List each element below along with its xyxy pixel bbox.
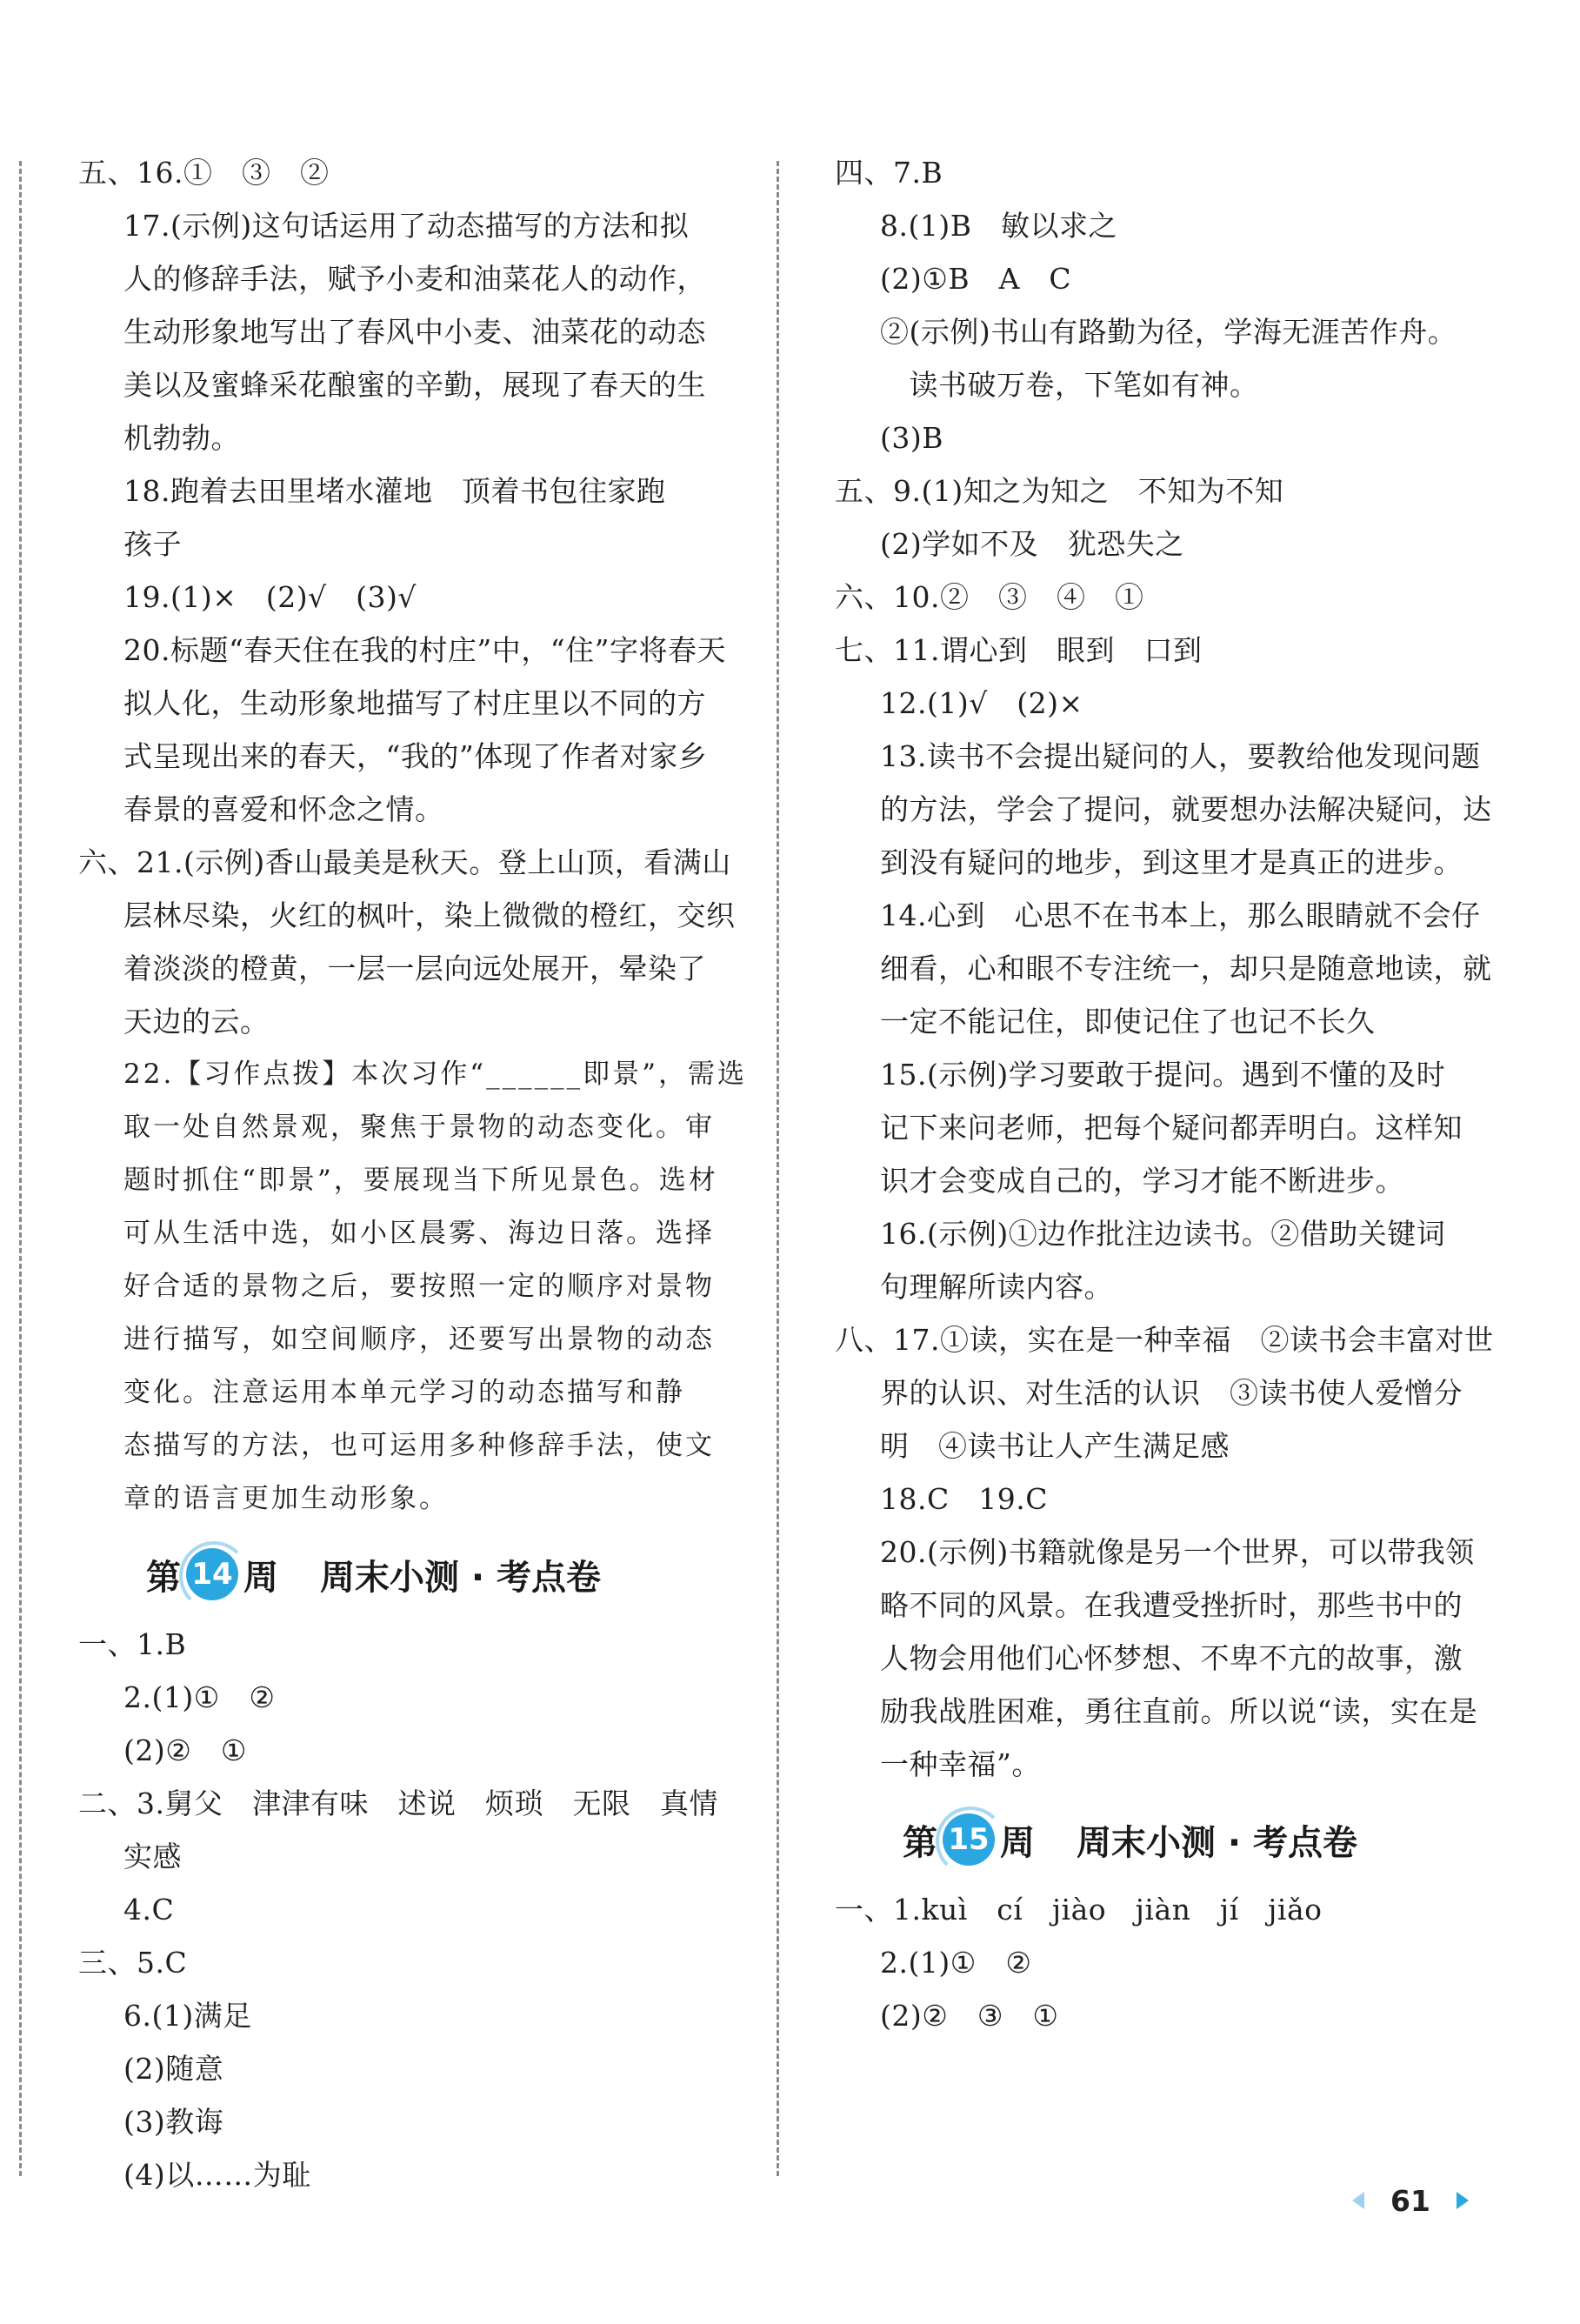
- left-cut-line: [19, 161, 22, 2176]
- answer-line: 拟人化，生动形象地描写了村庄里以不同的方: [123, 686, 706, 720]
- answer-line: 19.(1)× (2)√ (3)√: [123, 580, 417, 614]
- week-number-badge: 14: [186, 1548, 238, 1600]
- answer-line: (2)② ①: [123, 1733, 247, 1767]
- answer-line: 五、16.① ③ ②: [78, 156, 330, 190]
- week-title-text: 周末小测 · 考点卷: [1077, 1822, 1358, 1863]
- right-answers-part1: [835, 146, 1496, 1791]
- answer-line: 一、1.kuì cí jiào jiàn jí jiǎo: [835, 1893, 1323, 1927]
- answer-line: 一、1.B: [78, 1627, 187, 1661]
- week-15-heading: [835, 1800, 1496, 1880]
- answer-line: 进行描写，如空间顺序，还要写出景物的动态: [123, 1324, 715, 1355]
- week-number-badge: 15: [943, 1813, 995, 1866]
- answer-line: 四、7.B: [835, 156, 943, 190]
- answer-line: 变化。注意运用本单元学习的动态描写和静: [123, 1377, 685, 1408]
- answer-line: 13.读书不会提出疑问的人，要教给他发现问题: [880, 739, 1481, 773]
- answer-line: 二、3.舅父 津津有味 述说 烦琐 无限 真情: [78, 1786, 718, 1820]
- answer-line: 生动形象地写出了春风中小麦、油菜花的动态: [123, 315, 706, 349]
- answer-line: 人物会用他们心怀梦想、不卑不亢的故事，激: [880, 1641, 1463, 1675]
- answer-line: (2)② ③ ①: [880, 1999, 1059, 2033]
- answer-line: 20.标题“春天住在我的村庄”中，“住”字将春天: [123, 633, 726, 667]
- answer-line: 4.C: [123, 1893, 175, 1927]
- answer-line: 18.跑着去田里堵水灌地 顶着书包往家跑: [123, 474, 666, 508]
- left-answers-part2: [78, 1618, 739, 2201]
- left-answers-part1: [78, 146, 747, 1526]
- answer-line: 美以及蜜蜂采花酿蜜的辛勤，展现了春天的生: [123, 368, 706, 402]
- answer-line: 孩子: [123, 527, 182, 561]
- answer-line: 一定不能记住，即使记住了也记不长久: [880, 1005, 1376, 1038]
- answer-line: 可从生活中选，如小区晨雾、海边日落。选择: [123, 1218, 715, 1249]
- answer-line: 式呈现出来的春天，“我的”体现了作者对家乡: [123, 739, 708, 773]
- answer-line: 章的语言更加生动形象。: [123, 1483, 449, 1514]
- answer-line: 18.C 19.C: [880, 1482, 1048, 1516]
- answer-line: 三、5.C: [78, 1946, 188, 1980]
- answer-line: 17.(示例)这句话运用了动态描写的方法和拟: [123, 209, 690, 243]
- center-divider: [777, 161, 779, 2176]
- answer-line: 的方法，学会了提问，就要想办法解决疑问，达: [880, 792, 1492, 826]
- answer-line: 六、10.② ③ ④ ①: [835, 580, 1144, 614]
- answer-line: 句理解所读内容。: [880, 1270, 1113, 1304]
- week-14-heading: [78, 1534, 739, 1614]
- answer-line: 6.(1)满足: [123, 1999, 252, 2033]
- answer-line: (4)以……为耻: [123, 2158, 311, 2192]
- right-column: [835, 146, 1496, 2042]
- answer-line: 一种幸福”。: [880, 1747, 1041, 1781]
- answer-line: (3)B: [880, 421, 943, 455]
- answer-line: 七、11.谓心到 眼到 口到: [835, 633, 1203, 667]
- page-number-area: [1352, 2174, 1469, 2227]
- answer-line: 人的修辞手法，赋予小麦和油菜花人的动作，: [123, 262, 706, 296]
- week-prefix: 第: [903, 1822, 937, 1863]
- page-number: 61: [1390, 2183, 1430, 2218]
- answer-line: 识才会变成自己的，学习才能不断进步。: [880, 1164, 1404, 1198]
- week-suffix: 周: [243, 1557, 278, 1598]
- answer-line: 实感: [123, 1840, 182, 1873]
- answer-line: (3)教诲: [123, 2105, 224, 2139]
- answer-line: 春景的喜爱和怀念之情。: [123, 792, 444, 826]
- answer-line: (2)①B A C: [880, 262, 1072, 296]
- answer-line: (2)随意: [123, 2052, 224, 2086]
- answer-line: 题时抓住“即景”，要展现当下所见景色。选材: [123, 1165, 718, 1196]
- week-suffix: 周: [1000, 1822, 1035, 1863]
- answer-line: 明 ④读书让人产生满足感: [880, 1429, 1230, 1463]
- answer-line: 取一处自然景观，聚焦于景物的动态变化。审: [123, 1112, 715, 1143]
- answer-line: 好合适的景物之后，要按照一定的顺序对景物: [123, 1271, 715, 1302]
- answer-line: 天边的云。: [123, 1005, 270, 1038]
- answer-line: 细看，心和眼不专注统一，却只是随意地读，就: [880, 952, 1492, 985]
- prev-page-icon: [1352, 2192, 1364, 2209]
- answer-line: 略不同的风景。在我遭受挫折时，那些书中的: [880, 1588, 1463, 1622]
- answer-line: 22.【习作点拨】本次习作“______即景”，需选: [123, 1058, 747, 1090]
- answer-line: 15.(示例)学习要敢于提问。遇到不懂的及时: [880, 1058, 1446, 1092]
- answer-line: 层林尽染，火红的枫叶，染上微微的橙红，交织: [123, 898, 736, 932]
- answer-line: 2.(1)① ②: [123, 1680, 276, 1714]
- answer-line: (2)学如不及 犹恐失之: [880, 527, 1184, 561]
- week-prefix: 第: [146, 1557, 181, 1598]
- next-page-icon: [1457, 2192, 1469, 2209]
- answer-line: 着淡淡的橙黄，一层一层向远处展开，晕染了: [123, 952, 706, 985]
- answer-line: ②(示例)书山有路勤为径，学海无涯苦作舟。: [880, 315, 1457, 349]
- answer-line: 到没有疑问的地步，到这里才是真正的进步。: [880, 845, 1463, 879]
- answer-line: 14.心到 心思不在书本上，那么眼睛就不会仔: [880, 898, 1481, 932]
- answer-line: 20.(示例)书籍就像是另一个世界，可以带我领: [880, 1535, 1475, 1569]
- answer-line: 五、9.(1)知之为知之 不知为不知: [835, 474, 1284, 508]
- right-answers-part2: [835, 1883, 1496, 2042]
- answer-line: 8.(1)B 敏以求之: [880, 209, 1117, 243]
- answer-line: 机勃勃。: [123, 421, 240, 455]
- week-title-text: 周末小测 · 考点卷: [320, 1557, 602, 1598]
- answer-line: 态描写的方法，也可运用多种修辞手法，使文: [123, 1430, 715, 1461]
- answer-line: 16.(示例)①边作批注边读书。②借助关键词: [880, 1217, 1446, 1251]
- answer-line: 记下来问老师，把每个疑问都弄明白。这样知: [880, 1111, 1463, 1145]
- answer-line: 六、21.(示例)香山最美是秋天。登上山顶，看满山: [78, 845, 731, 879]
- answer-line: 界的认识、对生活的认识 ③读书使人爱憎分: [880, 1376, 1463, 1410]
- answer-line: 2.(1)① ②: [880, 1946, 1032, 1980]
- answer-line: 励我战胜困难，勇往直前。所以说“读，实在是: [880, 1694, 1478, 1728]
- left-column: [78, 146, 747, 2201]
- answer-line: 12.(1)√ (2)×: [880, 686, 1083, 720]
- answer-line: 读书破万卷，下笔如有神。: [880, 368, 1259, 402]
- answer-line: 八、17.①读，实在是一种幸福 ②读书会丰富对世: [835, 1323, 1494, 1357]
